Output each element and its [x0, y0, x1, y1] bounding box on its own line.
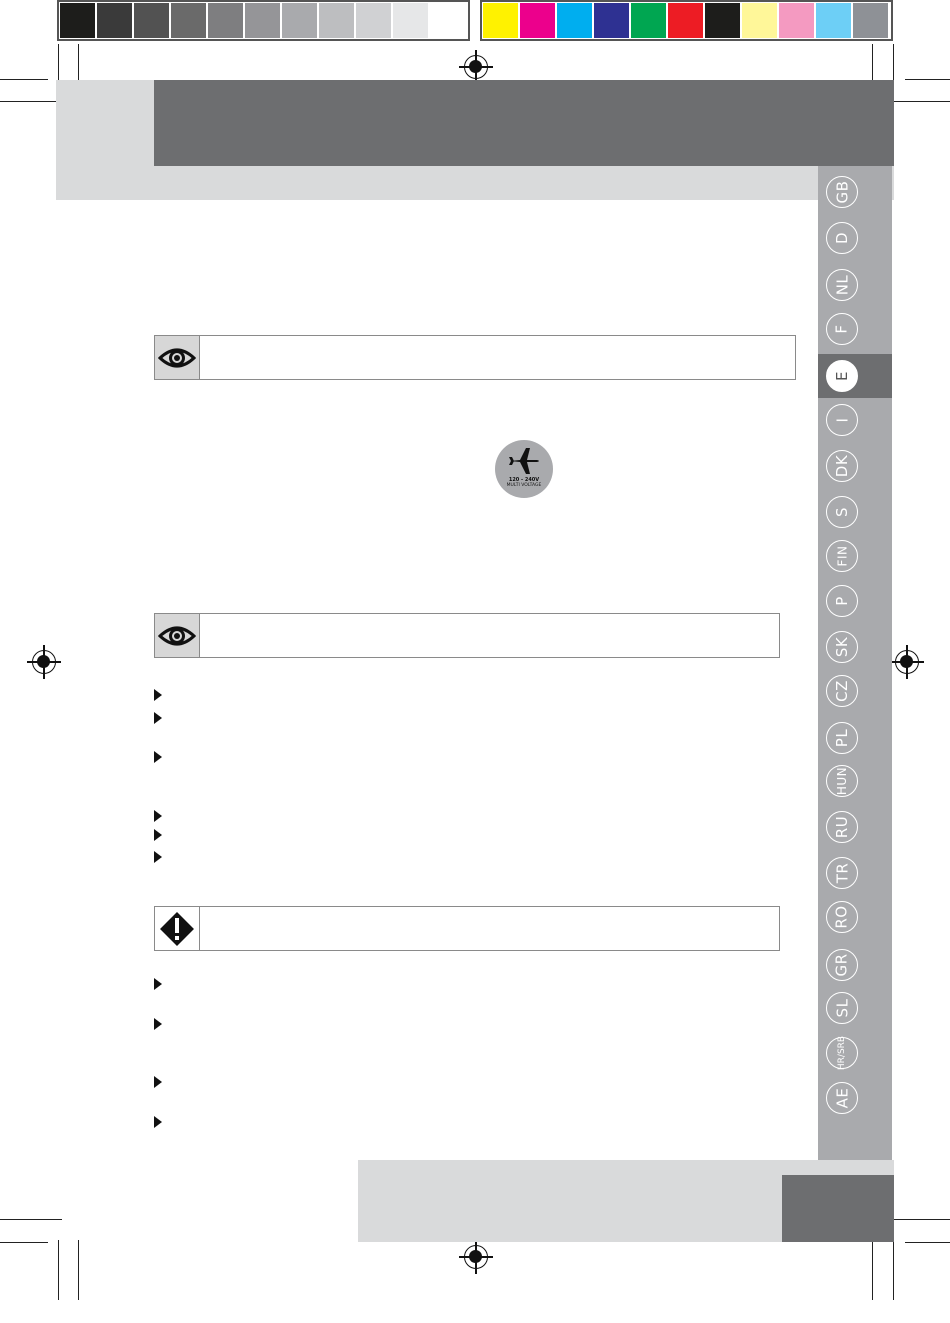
multi-voltage-label: MULTI VOLTAGE [506, 483, 542, 488]
registration-mark [464, 55, 488, 79]
process-color-swatch [520, 3, 555, 38]
airplane-icon [506, 445, 542, 477]
registration-mark [32, 650, 56, 674]
language-tab-label: RO [832, 905, 851, 929]
language-tab-p[interactable] [826, 585, 858, 617]
language-tab-pl[interactable] [826, 722, 858, 754]
gray-swatch [319, 3, 354, 38]
language-tab-label: HUN [834, 766, 849, 796]
gray-swatch [134, 3, 169, 38]
language-tab-ro[interactable] [826, 901, 858, 933]
language-tab-label: PL [833, 728, 851, 748]
language-tab-label: AE [833, 1087, 851, 1109]
language-tab-label: F [832, 324, 851, 334]
bullet-icon [154, 1018, 162, 1030]
language-tab-label: D [833, 231, 851, 245]
process-color-swatch [557, 3, 592, 38]
crop-mark [872, 44, 873, 84]
process-color-swatch [816, 3, 851, 38]
bullet-icon [154, 978, 162, 990]
bullet-icon [154, 1116, 162, 1128]
language-tab-s[interactable] [826, 496, 858, 528]
crop-mark [893, 1240, 894, 1300]
process-color-swatch [594, 3, 629, 38]
crop-mark [58, 1240, 59, 1300]
crop-mark [872, 1240, 873, 1300]
language-tab-label: I [833, 417, 851, 423]
language-tab-ru[interactable] [826, 811, 858, 843]
process-color-swatch [668, 3, 703, 38]
voltage-label: 120 - 240V [508, 477, 540, 483]
crop-mark [78, 1240, 79, 1300]
language-tab-hr-srb[interactable] [826, 1037, 858, 1069]
crop-mark [0, 1219, 62, 1220]
language-tab-f[interactable] [826, 313, 858, 345]
language-tab-ae[interactable] [826, 1082, 858, 1114]
gray-swatch [245, 3, 280, 38]
crop-mark [78, 44, 79, 84]
bullet-icon [154, 1076, 162, 1088]
gray-swatch [393, 3, 428, 38]
language-tab-label: SL [832, 998, 851, 1018]
process-color-swatch [483, 3, 518, 38]
language-tab-gb[interactable] [826, 176, 858, 208]
bullet-icon [154, 712, 162, 724]
bullet-icon [154, 810, 162, 822]
gray-swatch [60, 3, 95, 38]
language-tab-label: SK [832, 636, 851, 658]
language-tab-label: GB [832, 180, 851, 204]
language-tab-hun[interactable] [826, 765, 858, 797]
language-tab-sl[interactable] [826, 992, 858, 1024]
language-tab-label: TR [833, 862, 851, 884]
language-tab-label: E [832, 371, 851, 381]
language-tab-nl[interactable] [826, 269, 858, 301]
language-tab-label: HR/SRB [837, 1035, 848, 1071]
crop-mark [893, 44, 894, 84]
crop-mark [905, 79, 950, 80]
gray-swatch [97, 3, 132, 38]
language-tab-tr[interactable] [826, 857, 858, 889]
eye-icon [155, 336, 200, 379]
crop-mark [885, 101, 950, 102]
eye-icon [155, 614, 200, 657]
bullet-icon [154, 689, 162, 701]
note-box [154, 613, 780, 658]
language-tab-label: CZ [833, 680, 851, 702]
crop-mark [58, 44, 59, 84]
warning-icon [155, 907, 200, 950]
language-tab-label: P [832, 596, 851, 606]
language-tab-gr[interactable] [826, 949, 858, 981]
bullet-icon [154, 751, 162, 763]
registration-mark [464, 1245, 488, 1269]
gray-swatch [282, 3, 317, 38]
gray-swatch [430, 3, 465, 38]
process-color-swatch [742, 3, 777, 38]
gray-swatch [171, 3, 206, 38]
gray-swatch [208, 3, 243, 38]
language-tab-cz[interactable] [826, 675, 858, 707]
language-tab-label: S [833, 506, 851, 518]
language-tab-label: GR [832, 953, 851, 977]
crop-mark [0, 79, 48, 80]
language-tab-dk[interactable] [826, 450, 858, 482]
header-band [154, 80, 894, 166]
bullet-icon [154, 829, 162, 841]
language-tab-label: FIN [834, 545, 849, 567]
registration-mark [895, 650, 919, 674]
language-tab-label: NL [832, 274, 851, 296]
language-tab-d[interactable] [826, 222, 858, 254]
language-tab-e[interactable] [826, 360, 858, 392]
process-color-swatch [853, 3, 888, 38]
bullet-icon [154, 851, 162, 863]
crop-mark [905, 1242, 950, 1243]
note-box [154, 335, 796, 380]
language-tab-sk[interactable] [826, 631, 858, 663]
language-tab-label: DK [832, 454, 851, 478]
crop-mark [0, 1242, 48, 1243]
process-color-swatch [779, 3, 814, 38]
process-color-swatch [631, 3, 666, 38]
gray-swatch [356, 3, 391, 38]
warning-box [154, 906, 780, 951]
language-tab-label: RU [833, 815, 851, 839]
page-number-box [782, 1175, 894, 1242]
crop-mark [885, 1219, 950, 1220]
multi-voltage-badge [495, 440, 553, 498]
process-color-swatch [705, 3, 740, 38]
language-tab-fin[interactable] [826, 540, 858, 572]
crop-mark [0, 101, 60, 102]
language-tab-i[interactable] [826, 404, 858, 436]
